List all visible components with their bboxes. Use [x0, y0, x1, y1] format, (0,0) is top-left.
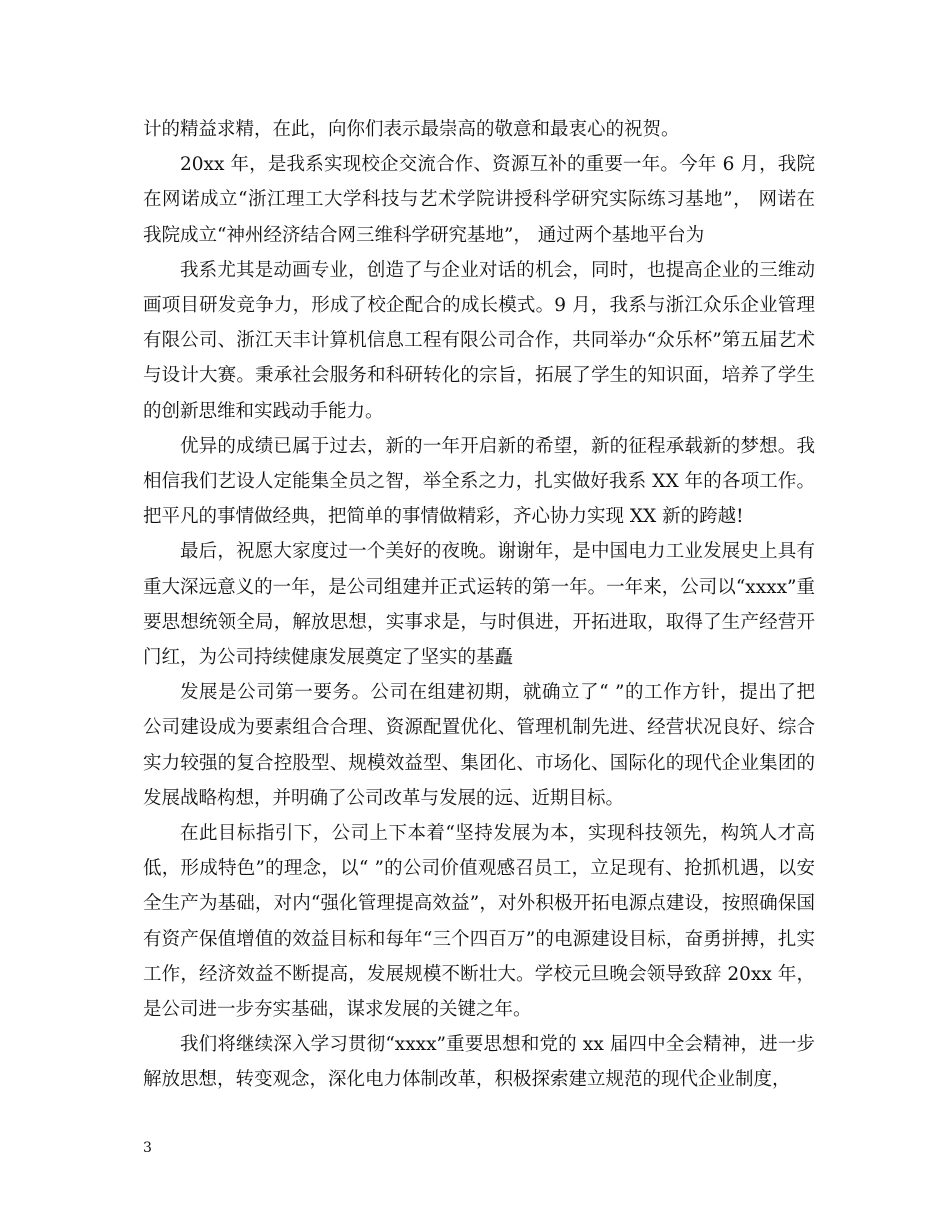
page-number: 3 [143, 1140, 152, 1156]
body-text [143, 112, 815, 1098]
paragraph-5: 最后，祝愿大家度过一个美好的夜晚。谢谢年，是中国电力工业发展史上具有重大深远意义的一年，是公司组建并正式运转的第一年。一年来，公司以“xxxx”重要思想统领全局，解放思想，实事求是，与时俱进，开拓进取，取得了生产经营开门红，为公司持续健康发展奠定了坚实的基矗 [143, 541, 815, 669]
paragraph-2: 20xx 年，是我系实现校企交流合作、资源互补的重要一年。今年 6 月，我院在网诺成立“浙江理工大学科技与艺术学院讲授科学研究实际练习基地”， 网诺在我院成立“神州经济结合网三维科学研究基地”， 通过两个基地平台为 [143, 154, 815, 246]
paragraph-8: 我们将继续深入学习贯彻“xxxx”重要思想和党的 xx 届四中全会精神，进一步解放思想，转变观念，深化电力体制改革，积极探索建立规范的现代企业制度， [143, 1034, 815, 1091]
paragraph-1: 计的精益求精，在此，向你们表示最崇高的敬意和最衷心的祝贺。 [143, 119, 680, 140]
paragraph-6: 发展是公司第一要务。公司在组建初期，就确立了“ ”的工作方针，提出了把公司建设成为要素组合合理、资源配置优化、管理机制先进、经营状况良好、综合实力较强的复合控股型、规模效益型、集团化、市场化、国际化的现代企业集团的发展战略构想，并明确了公司改革与发展的远、近期目标。 [143, 682, 815, 809]
paragraph-3: 我系尤其是动画专业，创造了与企业对话的机会，同时，也提高企业的三维动画项目研发竞争力，形成了校企配合的成长模式。9 月，我系与浙江众乐企业管理有限公司、浙江天丰计算机信息工程有限公司合作，共同举办“众乐杯”第五届艺术与设计大赛。秉承社会服务和科研转化的宗旨，拓展了学生的知识面，培养了学生的创新思维和实践动手能力。 [143, 259, 815, 422]
paragraph-7: 在此目标指引下，公司上下本着“坚持发展为本，实现科技领先，构筑人才高低，形成特色”的理念，以“ ”的公司价值观感召员工，立足现有、抢抓机遇，以安全生产为基础，对内“强化管理提高效益”，对外积极开拓电源点建设，按照确保国有资产保值增值的效益目标和每年“三个四百万”的电源建设目标，奋勇拼搏，扎实工作，经济效益不断提高，发展规模不断壮大。学校元旦晚会领导致辞 20xx 年，是公司进一步夯实基础，谋求发展的关键之年。 [143, 823, 815, 1021]
paragraph-4: 优异的成绩已属于过去，新的一年开启新的希望，新的征程承载新的梦想。我相信我们艺设人定能集全员之智，举全系之力，扎实做好我系 XX 年的各项工作。把平凡的事情做经典，把简单的事情做精彩，齐心协力实现 XX 新的跨越! [143, 435, 815, 528]
